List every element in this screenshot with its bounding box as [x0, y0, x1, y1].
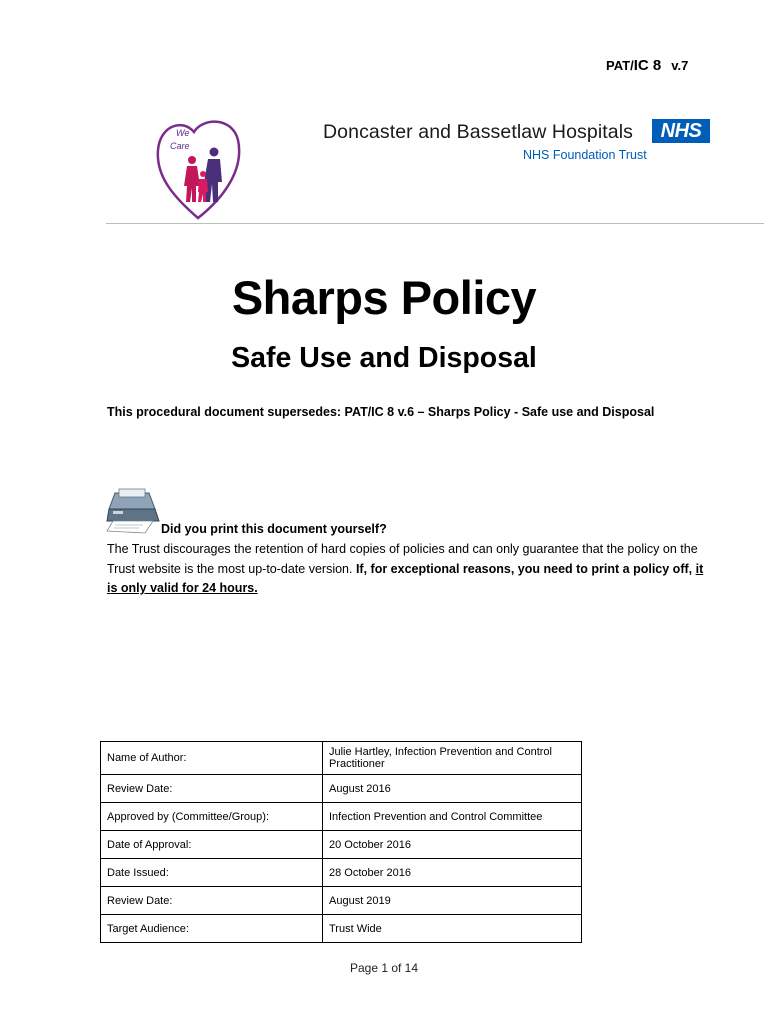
organisation-logo-text: [323, 121, 647, 162]
table-row: [101, 831, 582, 859]
table-cell-label: Review Date:: [101, 887, 323, 915]
ref-code: IC 8: [633, 57, 662, 74]
table-cell-label: Date Issued:: [101, 859, 323, 887]
table-row: [101, 915, 582, 943]
table-cell-value: 20 October 2016: [323, 831, 582, 859]
table-cell-label: Review Date:: [101, 775, 323, 803]
organisation-name: Doncaster and Bassetlaw Hospitals: [323, 121, 634, 143]
nhs-logo: NHS: [652, 119, 710, 143]
logo-we-text: We: [176, 128, 190, 138]
we-care-heart-logo: [152, 114, 244, 222]
table-cell-value: Infection Prevention and Control Committee: [323, 803, 582, 831]
ref-prefix: PAT/: [606, 58, 634, 73]
printer-icon: [105, 487, 163, 535]
table-cell-value: August 2016: [323, 775, 582, 803]
print-notice-body: [107, 540, 707, 599]
organisation-subtitle: NHS Foundation Trust: [523, 148, 647, 162]
print-notice-underlined: it is only valid for 24 hours.: [107, 561, 704, 595]
document-subtitle: Safe Use and Disposal: [231, 342, 537, 374]
table-cell-value: August 2019: [323, 887, 582, 915]
table-cell-value: Trust Wide: [323, 915, 582, 943]
print-notice-plain: The Trust discourages the retention of hard copies of policies and can only guarantee that the policy on the Trust website is the most up-to-date version.: [107, 542, 698, 576]
table-row: [101, 887, 582, 915]
table-row: [101, 803, 582, 831]
print-notice-bold: If, for exceptional reasons, you need to print a policy off,: [355, 561, 696, 576]
logo-care-text: Care: [170, 141, 190, 151]
table-cell-label: Name of Author:: [101, 742, 323, 775]
table-cell-value: Julie Hartley, Infection Prevention and Control Practitioner: [323, 742, 582, 775]
table-cell-value: 28 October 2016: [323, 859, 582, 887]
header-divider: [106, 223, 764, 224]
table-cell-label: Target Audience:: [101, 915, 323, 943]
table-cell-label: Approved by (Committee/Group):: [101, 803, 323, 831]
table-row: [101, 859, 582, 887]
table-row: [101, 775, 582, 803]
supersedes-note: This procedural document supersedes: PAT/IC 8 v.6 – Sharps Policy - Safe use and Disposal: [107, 405, 655, 419]
document-metadata-table: [100, 741, 582, 943]
table-cell-label: Date of Approval:: [101, 831, 323, 859]
print-question: Did you print this document yourself?: [161, 522, 387, 536]
table-row: [101, 742, 582, 775]
page-number: Page 1 of 14: [349, 961, 419, 975]
version-label: v.7: [671, 58, 689, 73]
document-title: Sharps Policy: [231, 271, 537, 324]
document-reference: [606, 57, 688, 74]
